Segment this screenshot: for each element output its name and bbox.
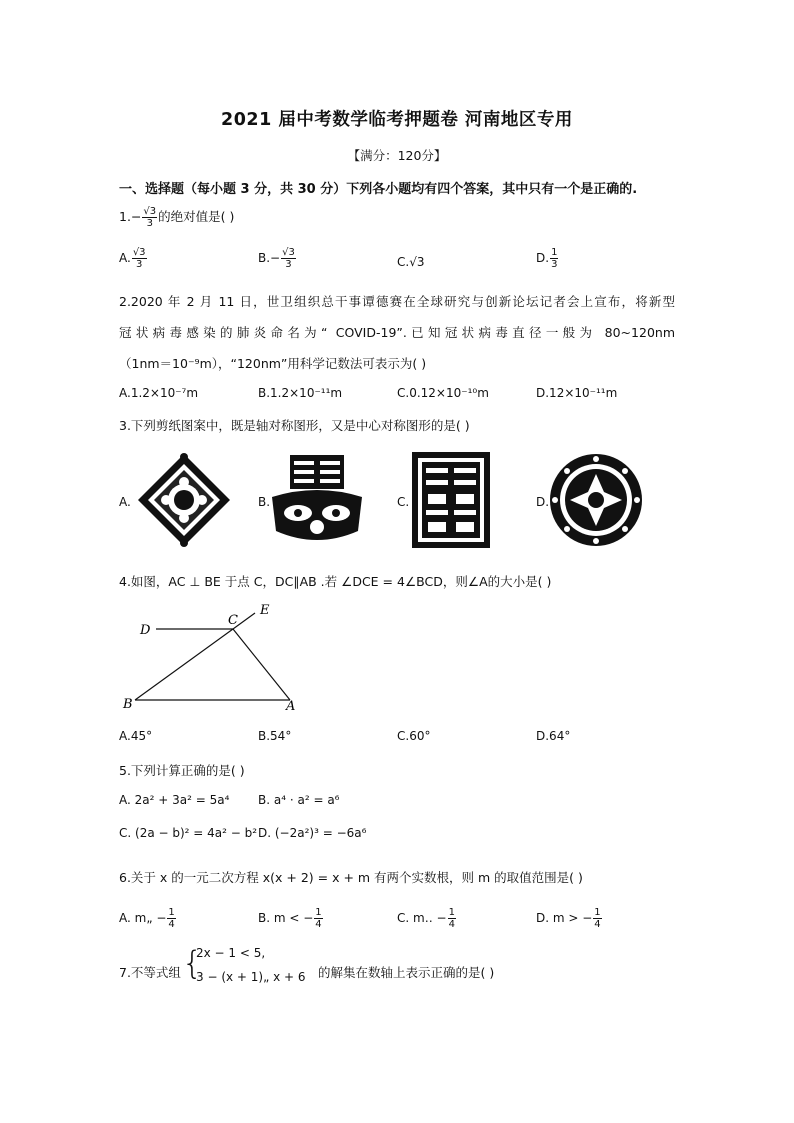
q5-option-b: B. a⁴ · a² = a⁶: [258, 793, 340, 807]
q2-option-a: A.1.2×10⁻⁷m: [119, 386, 199, 400]
question-5-stem: 5.下列计算正确的是( ): [119, 763, 245, 778]
q1-option-a: A. $\frac{√3}{3}$: [119, 247, 146, 270]
label-a: A: [286, 699, 296, 714]
system-brace: {: [182, 944, 203, 982]
question-3-stem: 3.下列剪纸图案中，既是轴对称图形，又是中心对称图形的是( ): [119, 418, 470, 433]
full-score: 【满分：120分】: [347, 148, 447, 163]
label-d: D: [140, 623, 151, 638]
label-b: B: [123, 697, 133, 712]
papercut-double-happiness-square-icon: [410, 450, 492, 550]
q2-option-b: B.1.2×10⁻¹¹m: [258, 386, 343, 400]
triangle-geometry-diagram: [123, 600, 310, 715]
q1-option-b: B.− $\frac{√3}{3}$: [258, 247, 295, 270]
q4-option-c: C.60°: [397, 729, 431, 743]
label-c: C: [228, 613, 238, 628]
q3-option-c-label: C.: [397, 495, 410, 509]
q5-option-a: A. 2a² + 3a² = 5a⁴: [119, 793, 230, 807]
q3-option-d-label: D.: [536, 495, 550, 509]
inequality-row-2: 3 − (x + 1)„ x + 6: [196, 970, 306, 984]
q1-option-c: C.√3: [397, 255, 425, 269]
papercut-circle-icon: [548, 452, 644, 548]
q2-option-d: D.12×10⁻¹¹m: [536, 386, 618, 400]
q3-option-b-label: B.: [258, 495, 271, 509]
page-title: 2021 届中考数学临考押题卷 河南地区专用: [221, 110, 573, 130]
q5-option-c: C. (2a − b)² = 4a² − b²: [119, 826, 258, 840]
label-e: E: [260, 603, 270, 618]
q6-option-a: A. m„ − $\frac{1}{4}$: [119, 907, 175, 930]
q2-option-c: C.0.12×10⁻¹⁰m: [397, 386, 489, 400]
q6-option-d: D. m > − $\frac{1}{4}$: [536, 907, 601, 930]
papercut-double-happiness-fish-icon: [268, 453, 366, 545]
q6-option-c: C. m‥ − $\frac{1}{4}$: [397, 907, 455, 930]
question-2-line-3: （1nm＝10⁻⁹m），“120nm”用科学记数法可表示为( ): [119, 356, 427, 371]
question-7-stem-post: 的解集在数轴上表示正确的是( ): [318, 965, 495, 980]
q4-option-a: A.45°: [119, 729, 153, 743]
q5-option-d: D. (−2a²)³ = −6a⁶: [258, 826, 367, 840]
papercut-diamond-icon: [136, 452, 232, 548]
section-heading: 一、选择题（每小题 3 分，共 30 分）下列各小题均有四个答案，其中只有一个是正确的.: [119, 182, 638, 197]
fraction: $\frac{√3}{3}$: [143, 206, 157, 229]
q1-option-d: D. $\frac{1}{3}$: [536, 247, 558, 270]
question-2-line-2: 冠状病毒感染的肺炎命名为“ COVID-19”.已知冠状病毒直径一般为 80~120nm: [119, 325, 675, 340]
question-4-stem: 4.如图，AC ⊥ BE 于点 C，DC∥AB .若 ∠DCE = 4∠BCD，则∠A的大小是( ): [119, 574, 552, 589]
q4-option-d: D.64°: [536, 729, 571, 743]
question-6-stem: 6.关于 x 的一元二次方程 x(x + 2) = x + m 有两个实数根，则 m 的取值范围是( ): [119, 870, 583, 885]
question-1-stem: 1.− $\frac{√3}{3}$ 的绝对值是( ): [119, 206, 235, 229]
question-7-stem-pre: 7.不等式组: [119, 965, 181, 980]
question-2-line-1: 2.2020 年 2 月 11 日，世卫组织总干事谭德赛在全球研究与创新论坛记者会上宣布，将新型: [119, 294, 675, 309]
q3-option-a-label: A.: [119, 495, 131, 509]
q6-option-b: B. m < − $\frac{1}{4}$: [258, 907, 322, 930]
q4-option-b: B.54°: [258, 729, 292, 743]
inequality-row-1: 2x − 1 < 5,: [196, 946, 266, 960]
